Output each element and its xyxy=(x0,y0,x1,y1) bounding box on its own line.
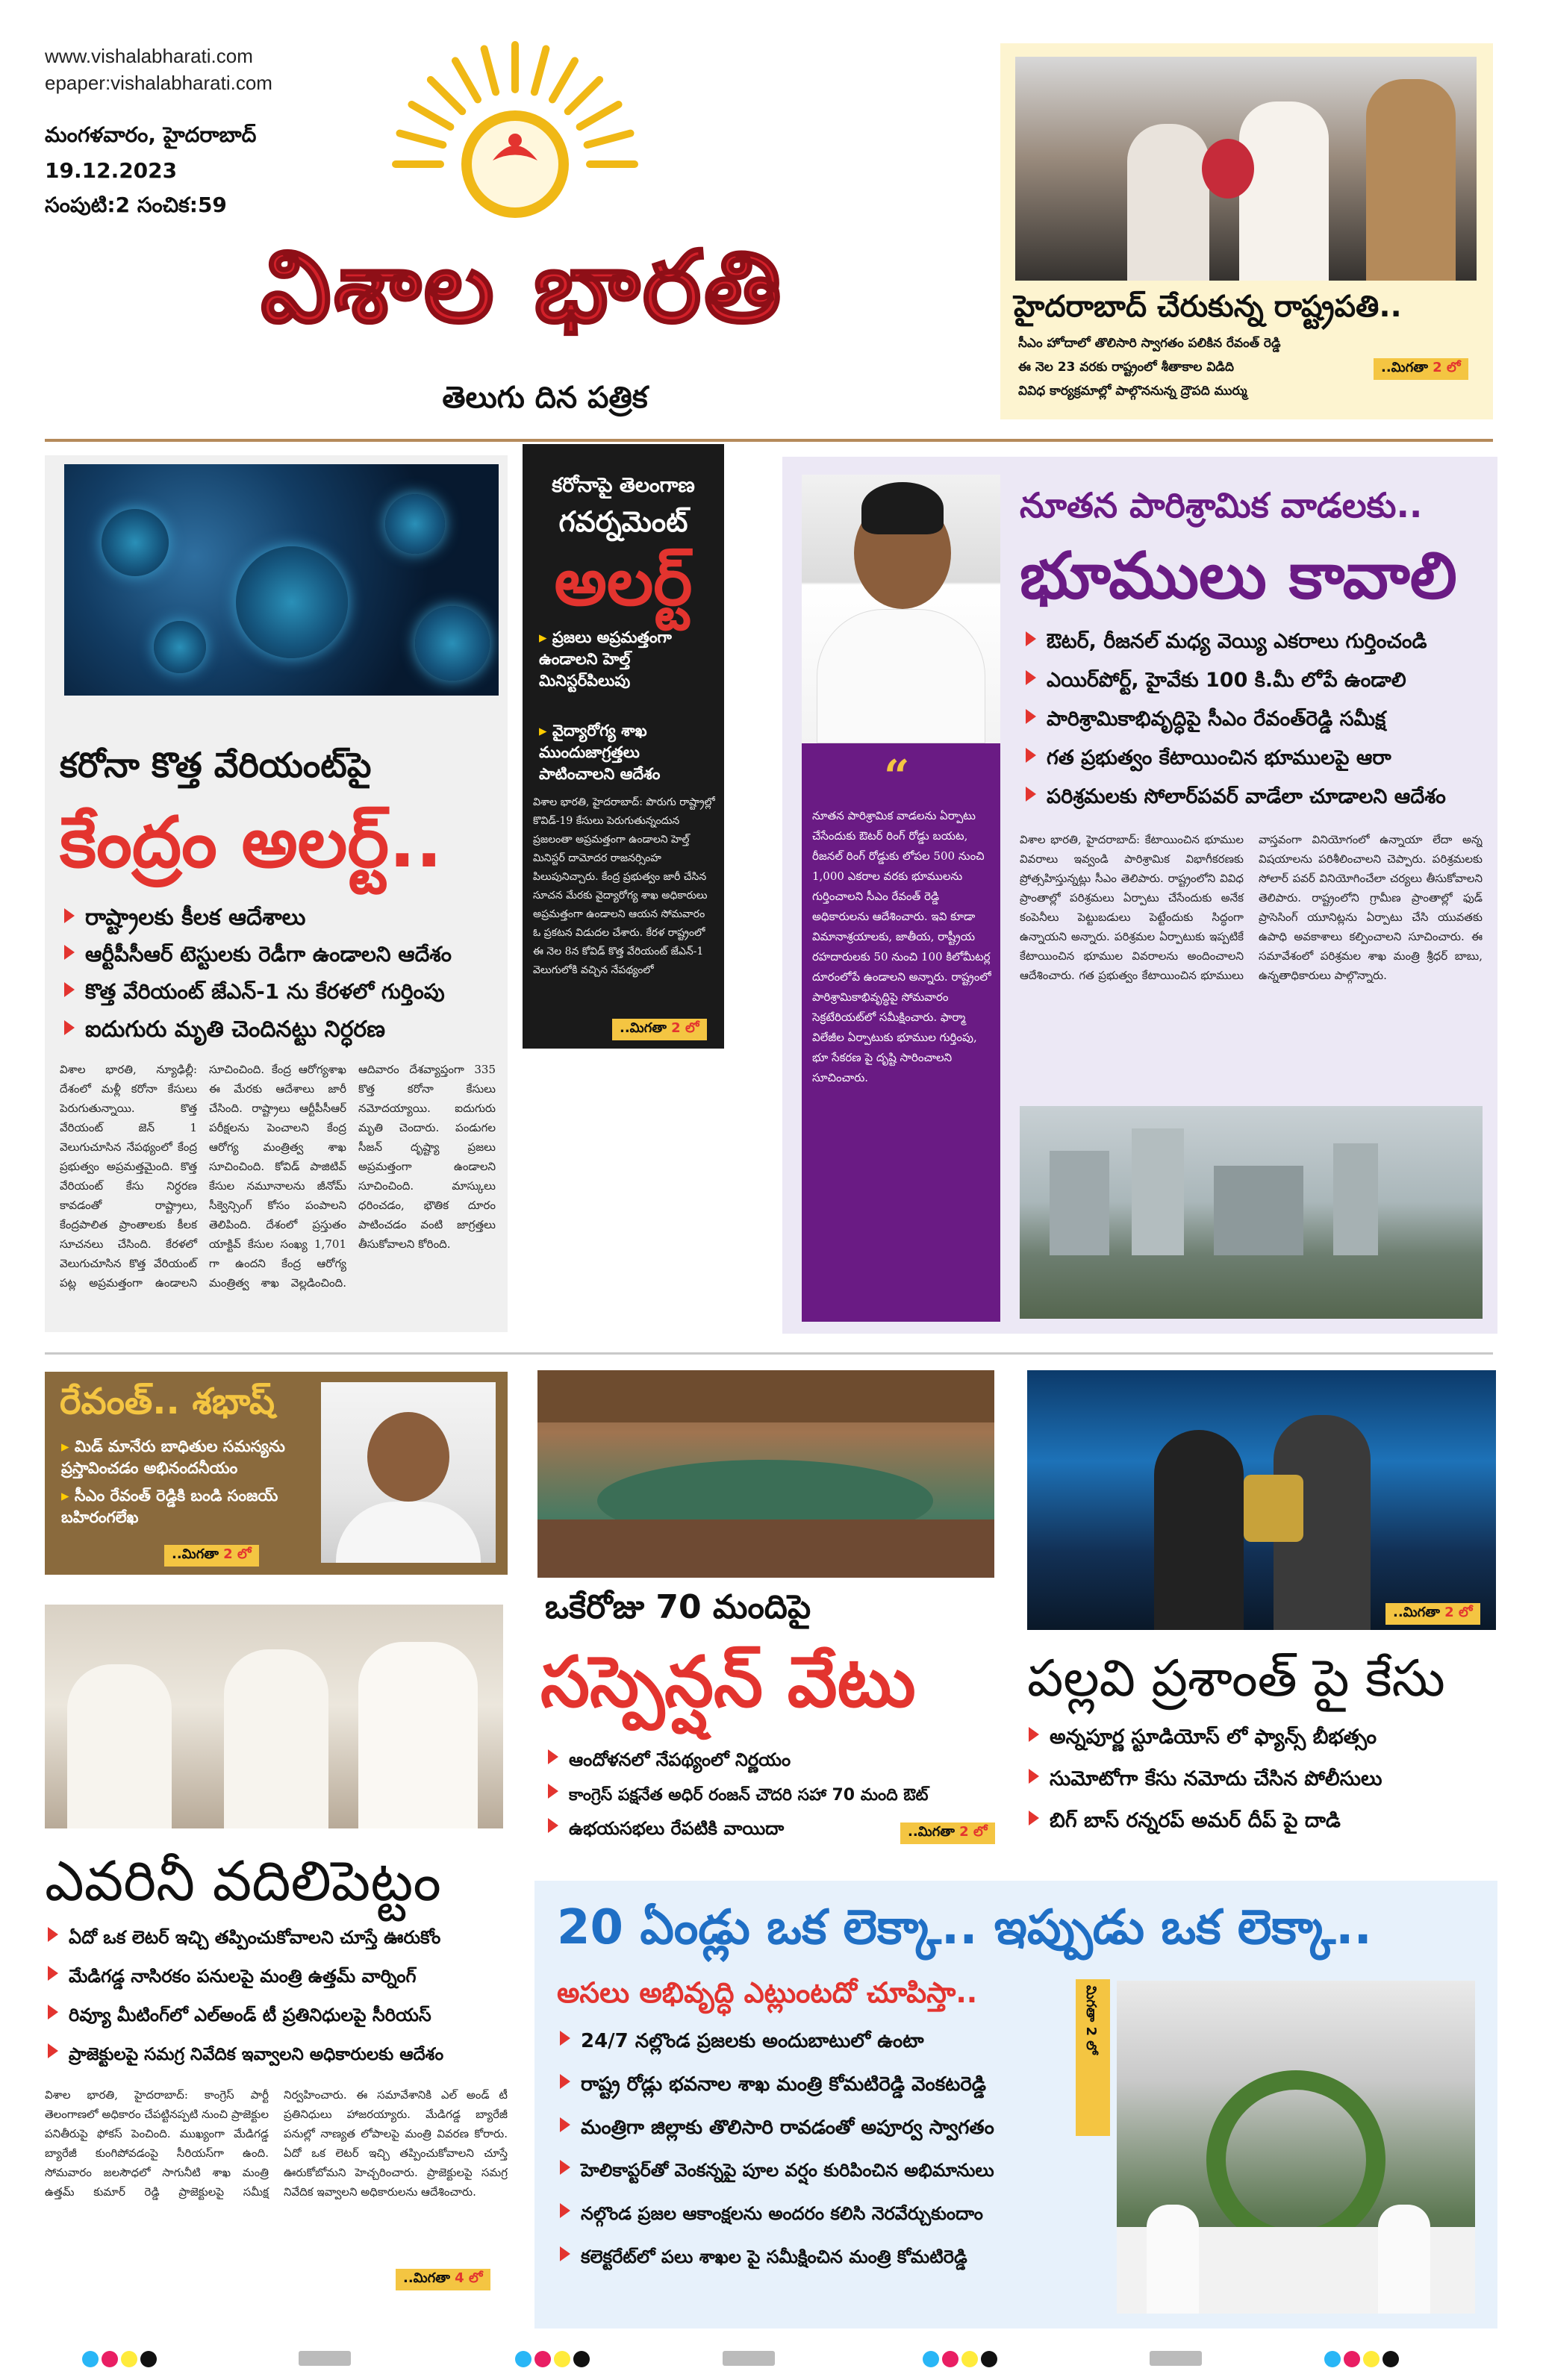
industrial-headline[interactable]: భూములు కావాలి xyxy=(1020,539,1457,613)
revanth-shabash-story xyxy=(45,1372,508,1575)
komatireddy-bullet: రాష్ట్ర రోడ్లు భవనాల శాఖ మంత్రి కోమటిరెడ్డి వెంకటరెడ్డి xyxy=(560,2073,986,2100)
masthead-divider xyxy=(45,439,1493,442)
industrial-kicker: నూతన పారిశ్రామిక వాడలకు.. xyxy=(1020,485,1423,525)
bandi-sanjay-photo xyxy=(321,1382,496,1563)
industrial-quote: నూతన పారిశ్రామిక వాడలను ఏర్పాటు చేసేందుకు ఔటర్ రింగ్ రోడ్డు బయట, రీజనల్ రింగ్ రోడ్డుకు లోపల 500 నుంచి 1,000 ఎకరాల వరకు భూములను గుర్తించాలని సీఎం రేవంత్ రెడ్డి అధికారులను ఆదేశించారు. ఇవి కూడా విమానాశ్రయాలకు, జాతీయ, రాష్ట్రీయ రహదారులకు 50 నుంచి 100 కిలోమీటర్ల దూరంలోపే ఉండాలని అన్నారు. రాష్ట్రంలో పారిశ్రామికాభివృద్ధిపై సోమవారం సెక్రటేరియట్‌లో సమీక్షించారు. ఫార్మా విలేజీల ఏర్పాటుకు భూముల గుర్తింపు, భూ సేకరణ పై దృష్టి సారించాలని సూచించారు. xyxy=(812,809,991,1084)
continued-link[interactable]: ..మిగతా 2 లో xyxy=(1385,1603,1480,1625)
corona-headline[interactable]: కేంద్రం అలర్ట్.. xyxy=(60,802,443,884)
day-place: మంగళవారం, హైదరాబాద్ xyxy=(45,122,257,147)
suspension-bullet: కాంగ్రెస్ పక్షనేత అధిర్ రంజన్ చౌదరి సహా 70 మంది ఔట్ xyxy=(548,1784,928,1808)
bigg-boss-stage-photo xyxy=(1027,1370,1496,1630)
alert-bullet: ▸ వైద్యారోగ్య శాఖ ముందుజాగ్రత్తలు పాటించాలని ఆదేశం xyxy=(539,722,661,783)
shabash-headline[interactable]: రేవంత్.. శభాష్ xyxy=(60,1381,275,1422)
shabash-bullet: ▸ మిడ్ మానేరు బాధితుల సమస్యను ప్రస్తావించడం అభినందనీయం xyxy=(61,1437,285,1477)
suspension-bullet: ఉభయసభలు రేపటికి వాయిదా xyxy=(548,1818,784,1843)
komatireddy-bullet: 24/7 నల్లొండ ప్రజలకు అందుబాటులో ఉంటా xyxy=(560,2030,924,2057)
industrial-bullet: పరిశ్రమలకు సోలార్‌పవర్ వాడేలా చూడాలని ఆదేశం xyxy=(1026,785,1446,813)
industrial-bullet: పారిశ్రామికాభివృద్ధిపై సీఎం రేవంత్‌రెడ్డి సమీక్ష xyxy=(1026,708,1385,736)
revanth-reddy-photo xyxy=(802,475,1000,743)
industrial-body: విశాల భారతి, హైదరాబాద్: కేటాయించిన భూముల వివరాలు ఇవ్వండి పారిశ్రామిక విభాగీకరణకు ప్రోత్సహిస్తున్నట్లు సీఎం తెలిపారు. రాష్ట్రంలోని వివిధ ప్రాంతాల్లో పరిశ్రమలు ఏర్పాటు చేసేందుకు అనేక కంపెనీలు పెట్టుబడులు పెట్టేందుకు సిద్ధంగా ఉన్నాయని అన్నారు. పరిశ్రమల ఏర్పాటుకు ఇప్పటికే కేటాయించిన భూముల వివరాలను అందించాలని ఆదేశించారు. గత ప్రభుత్వం కేటాయించిన భూములు వాస్తవంగా వినియోగంలో ఉన్నాయా లేదా అన్న విషయాలను పరిశీలించాలని చెప్పారు. పరిశ్రమలకు సోలార్ పవర్ వినియోగించేలా చర్యలు తీసుకోవాలని తెలిపారు. రాష్ట్రంలోని గ్రామీణ ప్రాంతాల్లో ఫుడ్ ప్రాసెసింగ్ యూనిట్లను ఏర్పాటు చేసి యువతకు ఉపాధి అవకాశాలు కల్పించాలని సూచించారు. ఈ సమావేశంలో పరిశ్రమల శాఖ మంత్రి శ్రీధర్ బాబు, ఉన్నతాధికారులు పాల్గొన్నారు. xyxy=(1020,833,1483,982)
parliament-photo xyxy=(537,1370,994,1578)
evarini-bullet: ప్రాజెక్టులపై సమగ్ర నివేదిక ఇవ్వాలని అధికారులకు ఆదేశం xyxy=(48,2043,443,2069)
pallavi-headline[interactable]: పల్లవి ప్రశాంత్ పై కేసు xyxy=(1027,1649,1445,1708)
continued-link[interactable]: ..మిగతా 2 లో xyxy=(900,1823,995,1844)
pallavi-bullet: సుమోటోగా కేసు నమోదు చేసిన పోలీసులు xyxy=(1029,1767,1383,1796)
continued-link[interactable]: ..మిగతా 2 లో xyxy=(1374,358,1468,380)
alert-kicker: గవర్నమెంట్ xyxy=(558,505,688,538)
komatireddy-bullet: కలెక్టరేట్‌లో పలు శాఖల పై సమీక్షించిన మంత్రి కోమటిరెడ్డి xyxy=(560,2246,967,2272)
alert-bullet: ▸ ప్రజలు అప్రమత్తంగా ఉండాలని హెల్త్ మినిస్టర్‌పిలుపు xyxy=(539,628,672,690)
corona-bullet: కొత్త వేరియంట్ జేఎన్-1 ను కేరళలో గుర్తింపు xyxy=(64,979,445,1009)
masthead xyxy=(0,0,1543,440)
komatireddy-kicker: అసలు అభివృద్ధి ఎట్లుంటదో చూపిస్తా.. xyxy=(557,1976,978,2009)
evarini-bullet: రివ్యూ మీటింగ్‌లో ఎల్అండ్ టీ ప్రతినిధులపై సీరియస్ xyxy=(48,2005,431,2030)
section-divider xyxy=(45,1352,1493,1355)
pallavi-bullet: బిగ్ బాస్ రన్నరప్ అమర్ దీప్ పై దాడి xyxy=(1029,1809,1341,1837)
komatireddy-bullet: హెలికాప్టర్‌తో వెంకన్నపై పూల వర్షం కురిపించిన అభిమానులు xyxy=(560,2160,994,2185)
top-right-story xyxy=(1000,43,1493,419)
industrial-bullet: గత ప్రభుత్వం కేటాయించిన భూములపై ఆరా xyxy=(1026,746,1391,775)
evarini-bullet: ఏదో ఒక లెటర్ ఇచ్చి తప్పించుకోవాలని చూస్తే ఊరుకోం xyxy=(48,1927,440,1952)
alert-kicker: కరోనాపై తెలంగాణ xyxy=(552,474,695,497)
pallavi-bullet: అన్నపూర్ణ స్టూడియోస్ లో ఫ్యాన్స్ బీభత్సం xyxy=(1029,1725,1377,1754)
corona-story xyxy=(45,455,508,1332)
komatireddy-story xyxy=(534,1881,1497,2329)
continued-link[interactable]: ..మిగతా 4 లో xyxy=(396,2269,490,2290)
quote-icon: “ xyxy=(884,751,910,803)
virus-photo xyxy=(64,464,499,696)
review-meeting-photo xyxy=(45,1605,503,1828)
corona-bullet: ఐదుగురు మృతి చెందినట్టు నిర్ధరణ xyxy=(64,1016,385,1048)
continued-link[interactable]: ..మిగతా 2 లో xyxy=(612,1019,707,1040)
top-right-bullet: సీఎం హోదాలో తొలిసారి స్వాగతం పలికిన రేవంత్ రెడ్డి xyxy=(1018,336,1281,351)
industrial-story xyxy=(782,457,1497,1334)
suspension-headline[interactable]: సస్పెన్షన్ వేటు xyxy=(540,1642,916,1723)
industrial-city-photo xyxy=(1020,1106,1483,1319)
welcome-rally-photo xyxy=(1117,1981,1475,2314)
corona-kicker: కరోనా కొత్త వేరియంట్‌పై xyxy=(60,745,372,785)
website-link[interactable]: www.vishalabharati.com xyxy=(45,45,253,67)
industrial-bullet: ఔటర్, రీజనల్ మధ్య వెయ్యి ఎకరాలు గుర్తించండి xyxy=(1026,630,1427,658)
telangana-alert-story xyxy=(523,444,724,1049)
corona-bullet: రాష్ట్రాలకు కీలక ఆదేశాలు xyxy=(64,905,305,936)
tagline: తెలుగు దిన పత్రిక xyxy=(442,381,648,415)
top-right-headline[interactable]: హైదరాబాద్ చేరుకున్న రాష్ట్రపతి.. xyxy=(1014,290,1402,324)
suspension-kicker: ఒకేరోజు 70 మందిపై xyxy=(545,1588,811,1626)
continued-link[interactable]: ..మిగతా 2 లో xyxy=(164,1545,259,1567)
shabash-bullet: ▸ సీఎం రేవంత్ రెడ్డికి బండి సంజయ్ బహిరంగలేఖ xyxy=(61,1487,278,1526)
alert-headline[interactable]: అలర్ట్ xyxy=(554,543,693,620)
komatireddy-bullet: నల్గొండ ప్రజల ఆకాంక్షలను అందరం కలిసి నెరవేర్చుకుందాం xyxy=(560,2203,983,2228)
evarini-headline[interactable]: ఎవరినీ వదిలిపెట్టం xyxy=(45,1849,441,1914)
industrial-bullet: ఎయిర్‌పోర్ట్, హైవేకు 100 కి.మీ లోపే ఉండాలి xyxy=(1026,669,1406,697)
issue-date: 19.12.2023 xyxy=(45,158,178,183)
komatireddy-bullet: మంత్రిగా జిల్లాకు తొలిసారి రావడంతో అపూర్వ స్వాగతం xyxy=(560,2117,994,2143)
evarini-bullet: మేడిగడ్డ నాసిరకం పనులపై మంత్రి ఉత్తమ్ వార్నింగ్ xyxy=(48,1966,417,1991)
alert-body: విశాల భారతి, హైదరాబాద్: పొరుగు రాష్ట్రాల్లో కొవిడ్-19 కేసులు పెరుగుతున్నందున ప్రజలంతా అప్రమత్తంగా ఉండాలని హెల్త్ మినిస్టర్ దామోదర రాజనర్సింహ పిలుపునిచ్చారు. కేంద్ర ప్రభుత్వం జారీ చేసిన సూచన మేరకు వైద్యారోగ్య శాఖ అధికారులు అప్రమత్తంగా ఉండాలని ఆయన సోమవారం ఓ ప్రకటన విడుదల చేశారు. కేరళ రాష్ట్రంలో ఈ నెల 8న కోవిడ్ కొత్త వేరియంట్ జేఎన్-1 వెలుగులోకి వచ్చిన నేపథ్యంలో xyxy=(533,796,715,976)
newspaper-title: విశాల భారతి xyxy=(261,230,785,345)
top-right-bullet: ఈ నెల 23 వరకు రాష్ట్రంలో శీతాకాల విడిది xyxy=(1018,360,1235,375)
epaper-link[interactable]: epaper:vishalabharati.com xyxy=(45,72,272,94)
komatireddy-headline[interactable]: 20 ఏండ్లు ఒక లెక్కా.. ఇప్పుడు ఒక లెక్కా.. xyxy=(557,1900,1372,1955)
volume-issue: సంపుటి:2 సంచిక:59 xyxy=(45,193,227,217)
corona-body: విశాల భారతి, న్యూఢిల్లీ: దేశంలో మళ్లీ కరోనా కేసులు పెరుగుతున్నాయి. కొత్త వేరియంట్ జెన్ 1 వెలుగుచూసిన నేపథ్యంలో కేంద్ర ప్రభుత్వం అప్రమత్తమైంది. కొత్త వేరియంట్ కేసు నిర్ధరణ కావడంతో రాష్ట్రాలు, కేంద్రపాలిత ప్రాంతాలకు కీలక సూచనలు చేసింది. కేరళలో వెలుగుచూసిన కొత్త వేరియంట్ పట్ల అప్రమత్తంగా ఉండాలని సూచించింది. కేంద్ర ఆరోగ్యశాఖ ఈ మేరకు ఆదేశాలు జారీ చేసింది. రాష్ట్రాలు ఆర్టీపీసీఆర్ పరీక్షలను పెంచాలని కేంద్ర ఆరోగ్య మంత్రిత్వ శాఖ సూచించింది. కోవిడ్ పాజిటివ్ కేసుల నమూనాలను జీనోమ్ సీక్వెన్సింగ్ కోసం పంపాలని తెలిపింది. దేశంలో ప్రస్తుతం యాక్టివ్ కేసుల సంఖ్య 1,701 గా ఉందని కేంద్ర ఆరోగ్య మంత్రిత్వ శాఖ వెల్లడించింది. ఆదివారం దేశవ్యాప్తంగా 335 కొత్త కరోనా కేసులు నమోదయ్యాయి. ఐదుగురు మృతి చెందారు. పండుగల సీజన్ దృష్ట్యా ప్రజలు అప్రమత్తంగా ఉండాలని సూచించింది. మాస్కులు ధరించడం, భౌతిక దూరం పాటించడం వంటి జాగ్రత్తలు తీసుకోవాలని కోరింది. xyxy=(60,1063,496,1290)
corona-bullet: ఆర్టీపీసీఆర్ టెస్టులకు రెడీగా ఉండాలని ఆదేశం xyxy=(64,942,452,972)
print-registration-marks xyxy=(0,2351,1543,2373)
top-right-bullet: వివిధ కార్యక్రమాల్లో పాల్గొననున్న ద్రౌపది ముర్ము xyxy=(1018,384,1247,399)
industrial-quote-box xyxy=(802,743,1000,1322)
evarini-body: విశాల భారతి, హైదరాబాద్: కాంగ్రెస్ పార్టీ తెలంగాణలో అధికారం చేపట్టినప్పటి నుంచి ప్రాజెక్టుల పనితీరుపై ఫోకస్ పెంచింది. ముఖ్యంగా మేడిగడ్డ బ్యారేజీ కుంగిపోవడంపై సీరియస్‌గా ఉంది. సోమవారం జలసౌధలో సాగునీటి శాఖ మంత్రి ఉత్తమ్ కుమార్ రెడ్డి ప్రాజెక్టులపై సమీక్ష నిర్వహించారు. ఈ సమావేశానికి ఎల్ అండ్ టీ ప్రతినిధులు హాజరయ్యారు. మేడిగడ్డ బ్యారేజీ పనుల్లో నాణ్యత లోపాలపై మంత్రి వివరణ కోరారు. ఏదో ఒక లెటర్ ఇచ్చి తప్పించుకోవాలని చూస్తే ఊరుకోబోమని హెచ్చరించారు. ప్రాజెక్టులపై సమగ్ర నివేదిక ఇవ్వాలని అధికారులను ఆదేశించారు. xyxy=(45,2088,508,2199)
president-arrival-photo xyxy=(1015,57,1477,281)
continued-link[interactable]: మిగతా 2 లో xyxy=(1076,1979,1110,2136)
suspension-bullet: ఆందోళనలో నేపథ్యంలో నిర్ణయం xyxy=(548,1749,791,1775)
